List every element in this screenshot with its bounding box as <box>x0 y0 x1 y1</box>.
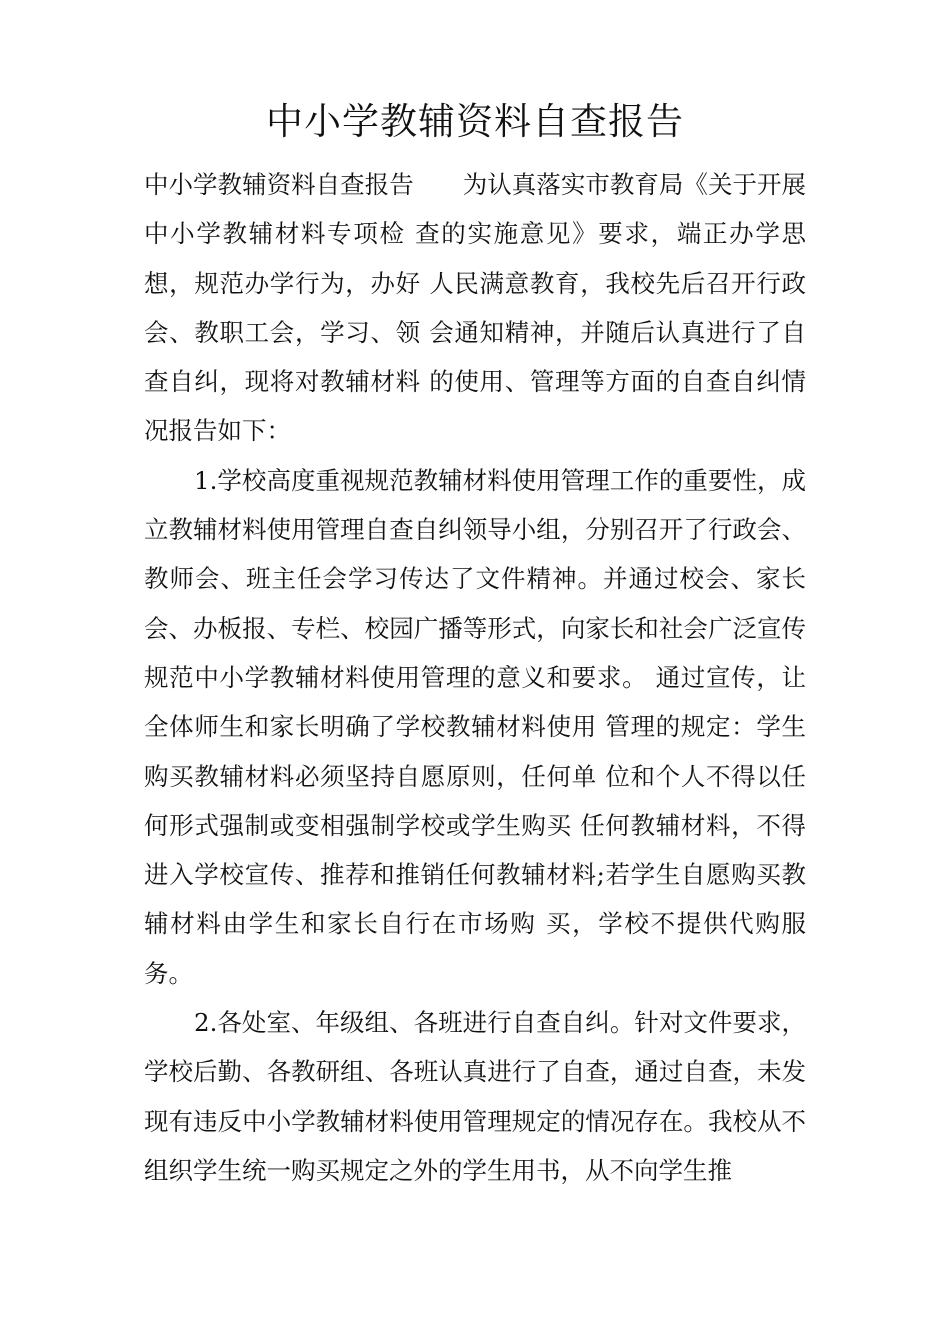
document-title: 中小学教辅资料自查报告 <box>266 100 684 143</box>
intro-paragraph: 中小学教辅资料自查报告 为认真落实市教育局《关于开展中小学教辅材料专项检 查的实施意见》要求，端正办学思想，规范办学行为，办好 人民满意教育，我校先后召开行政会、教职工会，学习、领 会通知精神，并随后认真进行了自查自纠，现将对教辅材料 的使用、管理等方面的自查自纠情况报告如下： <box>144 170 806 446</box>
section-2-paragraph: 2.各处室、年级组、各班进行自查自纠。针对文件要求，学校后勤、各教研组、各班认真进行了自查，通过自查，未发现有违反中小学教辅材料使用管理规定的情况存在。我校从不组织学生统一购买规定之外的学生用书，从不向学生推 <box>144 1008 806 1185</box>
document-body <box>144 160 806 1195</box>
section-1-paragraph: 1.学校高度重视规范教辅材料使用管理工作的重要性，成立教辅材料使用管理自查自纠领导小组，分别召开了行政会、教师会、班主任会学习传达了文件精神。并通过校会、家长会、办板报、专栏、校园广播等形式，向家长和社会广泛宣传规范中小学教辅材料使用管理的意义和要求。 通过宣传，让全体师生和家长明确了学校教辅材料使用 管理的规定：学生购买教辅材料必须坚持自愿原则，任何单 位和个人不得以任何形式强制或变相强制学校或学生购买 任何教辅材料，不得进入学校宣传、推荐和推销任何教辅材料;若学生自愿购买教辅材料由学生和家长自行在市场购 买，学校不提供代购服务。 <box>144 465 806 988</box>
